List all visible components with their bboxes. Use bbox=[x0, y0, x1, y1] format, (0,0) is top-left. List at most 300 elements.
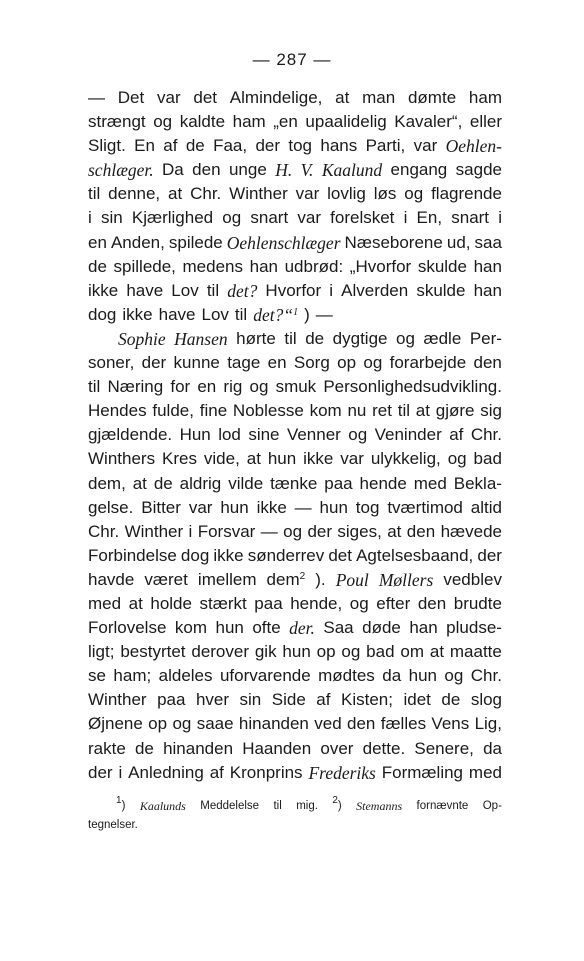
word bbox=[268, 447, 296, 471]
word bbox=[381, 712, 426, 736]
word bbox=[189, 520, 193, 544]
word bbox=[218, 423, 241, 447]
word bbox=[252, 616, 280, 640]
word bbox=[222, 206, 241, 230]
word bbox=[159, 664, 213, 688]
word-text: — bbox=[315, 304, 333, 324]
word bbox=[169, 231, 223, 255]
word-text: have bbox=[158, 304, 196, 324]
word-text: tog bbox=[288, 136, 313, 156]
word bbox=[200, 797, 259, 816]
word bbox=[265, 279, 321, 303]
word-text: imellem bbox=[197, 569, 257, 589]
word-text: dem bbox=[266, 569, 300, 589]
text-line bbox=[88, 447, 502, 471]
word bbox=[113, 664, 151, 688]
word-text: pludse- bbox=[446, 618, 502, 638]
word bbox=[108, 182, 160, 206]
word-text: Lov bbox=[201, 304, 229, 324]
word bbox=[141, 496, 181, 520]
word bbox=[135, 737, 154, 761]
word bbox=[475, 231, 502, 255]
word-text: en bbox=[88, 232, 107, 252]
word bbox=[227, 279, 257, 303]
word-text: paa bbox=[157, 690, 186, 710]
word bbox=[443, 568, 502, 592]
word-text: der. bbox=[289, 618, 315, 639]
word-text: Chr. bbox=[470, 666, 502, 686]
word-text: forarbejde bbox=[389, 353, 467, 373]
word-text: ulykkelig, bbox=[370, 449, 441, 469]
word-text: han bbox=[409, 618, 438, 638]
word-text: Op- bbox=[482, 800, 502, 812]
word bbox=[336, 568, 369, 592]
word bbox=[154, 472, 173, 496]
word-text: paa bbox=[324, 473, 353, 493]
word-text: sin bbox=[239, 690, 262, 710]
word bbox=[196, 688, 229, 712]
word-text: og bbox=[283, 521, 303, 541]
word-text: det?“ bbox=[253, 304, 294, 325]
word-text: efter bbox=[376, 593, 411, 613]
word bbox=[193, 86, 217, 110]
word bbox=[88, 351, 134, 375]
word-text: de bbox=[88, 256, 107, 276]
word-text: hun bbox=[282, 642, 311, 662]
word bbox=[362, 616, 401, 640]
word bbox=[469, 86, 502, 110]
word-text: Hendes bbox=[88, 401, 147, 421]
word-text: til bbox=[397, 401, 411, 421]
word bbox=[289, 616, 315, 640]
word-text: over bbox=[320, 738, 354, 758]
word-text: til bbox=[284, 328, 297, 348]
text-line bbox=[88, 616, 502, 640]
word-text: „en bbox=[273, 112, 298, 132]
word bbox=[414, 134, 438, 158]
word bbox=[250, 255, 278, 279]
word bbox=[322, 158, 382, 182]
word bbox=[235, 303, 247, 327]
word bbox=[330, 206, 394, 230]
word-text: forelsket bbox=[330, 208, 395, 228]
word bbox=[470, 110, 502, 134]
word bbox=[180, 423, 211, 447]
word bbox=[316, 688, 330, 712]
word bbox=[163, 737, 233, 761]
word bbox=[190, 182, 221, 206]
word bbox=[387, 520, 401, 544]
word-text: bad bbox=[473, 449, 502, 469]
word bbox=[498, 206, 502, 230]
word bbox=[228, 472, 263, 496]
word bbox=[474, 255, 502, 279]
word-text: om bbox=[400, 642, 425, 662]
word bbox=[430, 640, 444, 664]
word bbox=[157, 688, 185, 712]
word bbox=[88, 255, 107, 279]
footnotes bbox=[88, 797, 502, 835]
word-text: var bbox=[413, 136, 438, 156]
word bbox=[374, 182, 397, 206]
word bbox=[431, 712, 469, 736]
word-text: Kisten; bbox=[340, 690, 393, 710]
word bbox=[197, 375, 216, 399]
word-text: rakte bbox=[88, 738, 126, 758]
word-text: medens bbox=[182, 256, 243, 276]
word-text: og bbox=[447, 449, 467, 469]
text-line bbox=[88, 423, 502, 447]
word bbox=[446, 134, 502, 158]
word bbox=[134, 134, 155, 158]
word-text: Hvorfor bbox=[265, 280, 322, 300]
word bbox=[140, 797, 186, 816]
word-text: Anledning bbox=[128, 762, 204, 782]
word-text: ham bbox=[468, 88, 502, 107]
word bbox=[253, 303, 298, 327]
word-text: ham; bbox=[113, 666, 152, 686]
word bbox=[88, 86, 105, 110]
word-text: Poul bbox=[335, 569, 369, 590]
word-text: — bbox=[88, 88, 105, 107]
word-text: Chr. bbox=[190, 184, 222, 204]
word bbox=[227, 231, 341, 255]
word-text: ud, bbox=[446, 232, 471, 252]
footnote-line bbox=[88, 816, 502, 835]
word-text: der bbox=[88, 762, 113, 782]
word bbox=[230, 86, 323, 110]
word bbox=[170, 375, 190, 399]
word-text: stærkt bbox=[199, 593, 247, 613]
word bbox=[152, 399, 194, 423]
word-text: Kres bbox=[162, 449, 197, 469]
word bbox=[273, 110, 298, 134]
word bbox=[133, 472, 147, 496]
word-text: dygtige bbox=[332, 328, 388, 348]
word-text: med bbox=[413, 473, 447, 493]
word-text: nu bbox=[347, 401, 367, 421]
word-text: til bbox=[88, 377, 101, 397]
word bbox=[382, 664, 401, 688]
word-text: En, bbox=[416, 208, 443, 228]
word-text: Det bbox=[117, 88, 145, 107]
word-text: de bbox=[153, 473, 173, 493]
word bbox=[323, 375, 502, 399]
word-text: fælles bbox=[380, 714, 427, 734]
word-text: eller bbox=[469, 112, 502, 132]
word bbox=[180, 110, 225, 134]
word-text: at bbox=[429, 642, 445, 662]
word-text: ligt; bbox=[88, 642, 115, 662]
word-text: Næseborene bbox=[344, 232, 443, 252]
word-text: ofte bbox=[252, 618, 281, 638]
word-text: Øjnene bbox=[88, 714, 143, 734]
word-text: af bbox=[449, 425, 464, 445]
word-text: unge bbox=[228, 160, 267, 180]
word bbox=[480, 399, 502, 423]
word bbox=[163, 134, 177, 158]
word bbox=[454, 472, 502, 496]
word-text: ikke bbox=[256, 497, 287, 517]
word-text: og bbox=[363, 353, 383, 373]
text-line bbox=[88, 761, 502, 785]
word-text: op bbox=[148, 714, 168, 734]
word bbox=[88, 737, 126, 761]
word bbox=[414, 737, 474, 761]
word bbox=[450, 640, 502, 664]
word-text: idet bbox=[403, 690, 431, 710]
word bbox=[324, 472, 352, 496]
word-text: de bbox=[134, 738, 154, 758]
text-line bbox=[88, 279, 502, 303]
word-text: Hansen bbox=[174, 328, 228, 349]
word bbox=[88, 616, 166, 640]
word bbox=[159, 303, 196, 327]
word-text: se bbox=[88, 666, 106, 686]
word bbox=[307, 520, 332, 544]
word-text: hver bbox=[195, 690, 230, 710]
word-text: af bbox=[316, 690, 331, 710]
word bbox=[396, 327, 415, 351]
text-line bbox=[88, 303, 502, 327]
word-text: slog bbox=[470, 690, 502, 710]
word-text: for bbox=[170, 377, 191, 397]
word-text: Noblesse bbox=[232, 401, 304, 421]
word-text: at bbox=[387, 521, 402, 541]
word bbox=[88, 664, 106, 688]
word-text: brudte bbox=[453, 593, 502, 613]
word bbox=[431, 182, 502, 206]
word-text: Bitter bbox=[141, 497, 181, 517]
word bbox=[198, 520, 256, 544]
word-text: paa bbox=[254, 593, 283, 613]
word bbox=[242, 737, 311, 761]
word-text: vide, bbox=[203, 449, 240, 469]
word bbox=[249, 375, 268, 399]
word bbox=[471, 496, 502, 520]
word bbox=[88, 134, 126, 158]
word bbox=[240, 688, 262, 712]
word bbox=[148, 712, 167, 736]
word-text: sagde bbox=[455, 160, 502, 180]
word-text: Hun bbox=[179, 425, 211, 445]
word bbox=[305, 110, 386, 134]
word-text: Chr. bbox=[88, 521, 120, 541]
word bbox=[172, 712, 191, 736]
word bbox=[229, 182, 288, 206]
word-text: saa bbox=[474, 232, 502, 252]
word-text: Kaalunds bbox=[139, 799, 186, 813]
word bbox=[183, 255, 243, 279]
text-line bbox=[88, 110, 502, 134]
word-text: denne, bbox=[108, 184, 161, 204]
word-text: Lig, bbox=[474, 714, 502, 734]
word bbox=[329, 279, 333, 303]
word bbox=[303, 447, 333, 471]
word-text: Sorg bbox=[293, 353, 330, 373]
word bbox=[446, 616, 502, 640]
word-text: kom bbox=[309, 401, 342, 421]
word-text: Alverden bbox=[341, 280, 409, 300]
word-text: smuk bbox=[275, 377, 317, 397]
word bbox=[294, 351, 330, 375]
word bbox=[189, 496, 213, 520]
word-text: en bbox=[267, 353, 287, 373]
word-text: og bbox=[341, 642, 361, 662]
word bbox=[314, 712, 341, 736]
word-text: mødtes bbox=[318, 666, 375, 686]
word bbox=[295, 496, 312, 520]
word bbox=[144, 568, 187, 592]
word bbox=[126, 279, 163, 303]
word-text: Formæling bbox=[381, 762, 464, 782]
word bbox=[88, 496, 133, 520]
word-text: Kjærlighed bbox=[131, 208, 214, 228]
word-text: til bbox=[88, 184, 101, 204]
text-line bbox=[88, 158, 502, 182]
word-text: engang bbox=[390, 160, 448, 180]
word-text: Møllers bbox=[378, 569, 434, 590]
word bbox=[317, 640, 336, 664]
word-text: op bbox=[337, 353, 357, 373]
word bbox=[390, 351, 467, 375]
word bbox=[288, 134, 312, 158]
word bbox=[333, 327, 388, 351]
word bbox=[474, 279, 502, 303]
word bbox=[449, 423, 463, 447]
word-text: og bbox=[172, 714, 192, 734]
word bbox=[418, 592, 446, 616]
text-line bbox=[88, 472, 502, 496]
word-text: været bbox=[144, 569, 188, 589]
word-text: Winther bbox=[124, 521, 184, 541]
word-text: hørte bbox=[236, 328, 276, 348]
word bbox=[223, 375, 242, 399]
word-text: tværtimod bbox=[387, 497, 463, 517]
word-text: ) bbox=[304, 304, 310, 324]
word bbox=[88, 712, 143, 736]
word-text: var bbox=[297, 208, 321, 228]
word bbox=[88, 231, 107, 255]
footnote-marker: 1 bbox=[116, 795, 122, 806]
word bbox=[267, 568, 306, 592]
word-text: bad bbox=[366, 642, 395, 662]
word bbox=[168, 182, 182, 206]
text-line bbox=[88, 520, 502, 544]
word bbox=[157, 86, 181, 110]
word bbox=[239, 712, 309, 736]
word-text: der bbox=[255, 136, 281, 156]
word-text: hævede bbox=[440, 521, 502, 541]
word bbox=[474, 447, 502, 471]
word bbox=[341, 279, 408, 303]
word-text: af bbox=[209, 762, 224, 782]
word-text: snart bbox=[451, 208, 490, 228]
word-text: og bbox=[349, 593, 369, 613]
word-text: havde bbox=[88, 569, 135, 589]
word bbox=[308, 761, 375, 785]
word bbox=[88, 592, 121, 616]
word-text: de bbox=[185, 136, 205, 156]
word-text: sin bbox=[100, 208, 123, 228]
word bbox=[261, 520, 278, 544]
word-text: tænke bbox=[270, 473, 318, 493]
text-line bbox=[88, 544, 502, 568]
word-text: ædle bbox=[423, 328, 462, 348]
page-number: — 287 — bbox=[252, 50, 332, 69]
word bbox=[447, 231, 471, 255]
word-text: Bekla- bbox=[453, 473, 502, 493]
word bbox=[180, 472, 222, 496]
word bbox=[118, 327, 166, 351]
word bbox=[376, 592, 410, 616]
word-text: og bbox=[222, 208, 242, 228]
word bbox=[276, 375, 317, 399]
word-text: saae bbox=[196, 714, 234, 734]
word-text: i bbox=[188, 521, 193, 541]
footnote-marker: 1 bbox=[293, 306, 299, 318]
word bbox=[394, 110, 462, 134]
word-text: da bbox=[382, 666, 402, 686]
word bbox=[254, 592, 282, 616]
word bbox=[456, 158, 502, 182]
word-text: fornævnte bbox=[416, 800, 469, 812]
word-text: Sophie bbox=[118, 328, 166, 349]
word-text: hun bbox=[319, 497, 348, 517]
word bbox=[255, 640, 277, 664]
word bbox=[88, 688, 147, 712]
word-text: hende, bbox=[290, 593, 343, 613]
word bbox=[200, 592, 247, 616]
word-text: Per- bbox=[469, 328, 502, 348]
word bbox=[88, 158, 154, 182]
word-text: han bbox=[249, 256, 278, 276]
word bbox=[470, 327, 502, 351]
word-text: Sligt. bbox=[88, 136, 126, 156]
footnote-line bbox=[88, 797, 502, 816]
word-text: rig bbox=[223, 377, 243, 397]
word bbox=[414, 472, 447, 496]
word bbox=[441, 520, 502, 544]
word-text: var bbox=[340, 449, 364, 469]
word-text: hende bbox=[359, 473, 407, 493]
word bbox=[332, 797, 341, 816]
word bbox=[114, 255, 176, 279]
word-text: Lov bbox=[171, 280, 199, 300]
word-text: dem, bbox=[88, 473, 126, 493]
word-text: ) bbox=[121, 800, 126, 812]
word-text: i bbox=[498, 208, 502, 228]
word-text: udbrød: bbox=[284, 256, 344, 276]
word bbox=[213, 134, 247, 158]
word-text: hans bbox=[320, 136, 358, 156]
word bbox=[404, 182, 423, 206]
word-text: med bbox=[468, 762, 502, 782]
word-text: ham bbox=[232, 112, 266, 132]
word bbox=[341, 688, 393, 712]
word-text: Chr. bbox=[470, 425, 502, 445]
word bbox=[379, 568, 433, 592]
word-text: skulde bbox=[416, 280, 466, 300]
word bbox=[207, 279, 219, 303]
word bbox=[88, 472, 126, 496]
word-text: det bbox=[193, 88, 218, 107]
word bbox=[418, 255, 467, 279]
word-text: ) bbox=[337, 800, 342, 812]
word-text: aldeles bbox=[158, 666, 213, 686]
word bbox=[347, 712, 375, 736]
word bbox=[296, 182, 320, 206]
